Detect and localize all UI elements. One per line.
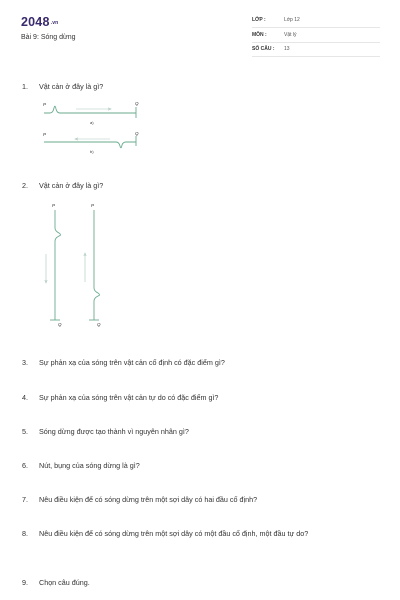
- fig2-right-q-label: Q: [97, 322, 101, 327]
- meta-count-label: SỐ CÂU :: [252, 46, 275, 52]
- question-number: 1.: [22, 82, 28, 91]
- question-text: Sóng dừng được tạo thành vì nguyên nhân gì?: [39, 427, 189, 436]
- fig1a-caption: a): [90, 120, 94, 125]
- lesson-title: Bài 9: Sóng dừng: [21, 34, 76, 41]
- worksheet-header: [0, 0, 400, 62]
- question-text: Vật cản ở đây là gì?: [39, 82, 104, 91]
- meta-subject-label: MÔN :: [252, 32, 267, 38]
- question-number: 5.: [22, 427, 28, 436]
- meta-subject-row: [252, 29, 380, 43]
- fig1b-p-label: P: [43, 132, 47, 137]
- question-number: 7.: [22, 495, 28, 504]
- site-logo[interactable]: [21, 15, 58, 29]
- question-text: Nêu điều kiện để có sóng dừng trên một sợi dây có một đầu cố định, một đầu tự do?: [39, 529, 309, 538]
- question-text: Nêu điều kiện để có sóng dừng trên một sợi dây có hai đầu cố định?: [39, 495, 258, 504]
- fig1b-caption: b): [90, 149, 94, 154]
- question-number: 8.: [22, 529, 28, 538]
- question-text: Sự phản xạ của sóng trên vật cản tự do có đặc điểm gì?: [39, 393, 219, 402]
- figure-2-reflection-diagram: [38, 198, 108, 333]
- fig2-left-q-label: Q: [58, 322, 62, 327]
- fig1b-string: [44, 142, 136, 148]
- meta-subject-value: Vật lý: [284, 32, 297, 38]
- fig1a-q-label: Q: [135, 101, 139, 106]
- question-text: Sự phản xạ của sóng trên vật cản cố định có đặc điểm gì?: [39, 358, 225, 367]
- meta-count-value: 13: [284, 46, 290, 52]
- figure-1-reflection-diagram: [38, 98, 150, 158]
- meta-class-row: [252, 14, 380, 28]
- question-text: Chọn câu đúng.: [39, 578, 90, 587]
- fig2-left-p-label: P: [52, 203, 56, 208]
- fig2-right-p-label: P: [91, 203, 95, 208]
- meta-class-value: Lớp 12: [284, 17, 300, 23]
- logo-suffix: .vn: [50, 19, 59, 26]
- fig1a-p-label: P: [43, 102, 47, 107]
- question-number: 6.: [22, 461, 28, 470]
- question-text: Vật cản ở đây là gì?: [39, 181, 104, 190]
- meta-count-row: [252, 43, 380, 57]
- fig2-right-string: [94, 210, 100, 320]
- fig1a-string: [44, 106, 136, 113]
- question-number: 2.: [22, 181, 28, 190]
- question-number: 3.: [22, 358, 28, 367]
- fig2-left-string: [55, 210, 61, 320]
- fig1b-q-label: Q: [135, 131, 139, 136]
- question-number: 9.: [22, 578, 28, 587]
- logo-text: 2048: [21, 15, 50, 29]
- question-text: Nút, bụng của sóng dừng là gì?: [39, 461, 140, 470]
- question-number: 4.: [22, 393, 28, 402]
- meta-class-label: LỚP :: [252, 17, 266, 23]
